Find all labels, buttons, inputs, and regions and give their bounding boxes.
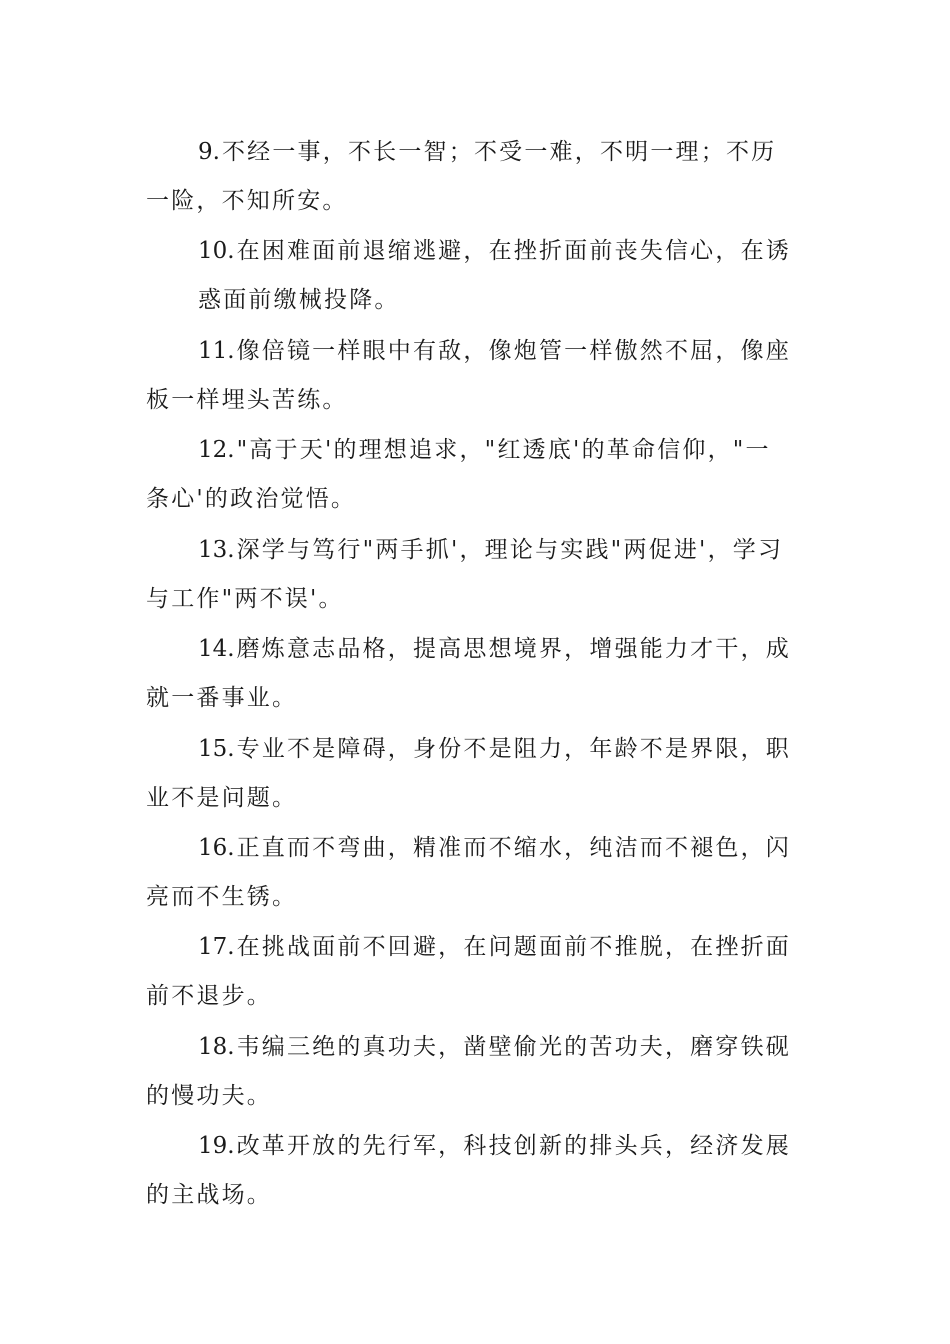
list-item-line — [146, 1023, 808, 1072]
list-item-line — [146, 824, 808, 873]
list-item-line: 的主战场。 — [146, 1182, 272, 1208]
list-item-line: 一险，不知所安。 — [146, 188, 348, 214]
item-text: 不经一事，不长一智；不受一难，不明一理；不历 — [221, 139, 777, 165]
list-item-line: 业不是问题。 — [146, 785, 298, 811]
item-text: 深学与笃行"两手抓'，理论与实践"两促进'，学习 — [236, 537, 784, 563]
list-item-line — [146, 128, 808, 177]
item-text: 在困难面前退缩逃避，在挫折面前丧失信心，在诱 — [236, 238, 791, 264]
item-number: 14. — [198, 636, 235, 662]
item-text: 正直而不弯曲，精准而不缩水，纯洁而不褪色，闪 — [236, 835, 791, 861]
list-item-line — [146, 526, 808, 575]
item-number: 15. — [198, 736, 235, 762]
list-item-9 — [146, 128, 808, 226]
item-number: 10. — [198, 238, 235, 264]
list-item-line: 就一番事业。 — [146, 685, 298, 711]
item-text: 改革开放的先行军，科技创新的排头兵，经济发展 — [236, 1133, 791, 1159]
list-item-line — [146, 227, 808, 276]
list-item-14 — [146, 625, 808, 723]
item-text: "高于天'的理想追求，"红透底'的革命信仰，"一 — [236, 437, 771, 463]
item-text: 磨炼意志品格，提高思想境界，增强能力才干，成 — [236, 636, 791, 662]
list-item-line: 惑面前缴械投降。 — [198, 287, 400, 313]
item-text: 专业不是障碍，身份不是阻力，年龄不是界限，职 — [236, 736, 791, 762]
item-number: 19. — [198, 1133, 235, 1159]
item-text: 韦编三绝的真功夫，凿壁偷光的苦功夫，磨穿铁砚 — [236, 1034, 791, 1060]
list-item-11 — [146, 327, 808, 425]
list-item-line: 与工作"两不误'。 — [146, 586, 344, 612]
list-item-line: 的慢功夫。 — [146, 1083, 272, 1109]
item-number: 17. — [198, 934, 235, 960]
list-item-line — [146, 625, 808, 674]
list-item-15 — [146, 725, 808, 823]
list-item-12 — [146, 426, 808, 524]
item-text: 在挑战面前不回避，在问题面前不推脱，在挫折面 — [236, 934, 791, 960]
item-number: 16. — [198, 835, 235, 861]
list-item-13 — [146, 526, 808, 624]
list-item-line — [146, 1122, 808, 1171]
list-item-10 — [146, 227, 808, 325]
list-item-line — [146, 327, 808, 376]
list-item-line — [146, 923, 808, 972]
item-number: 12. — [198, 437, 235, 463]
list-item-line: 条心'的政治觉悟。 — [146, 486, 357, 512]
item-text: 像倍镜一样眼中有敌，像炮管一样傲然不屈，像座 — [236, 338, 791, 364]
list-item-line: 板一样埋头苦练。 — [146, 387, 348, 413]
item-number: 9. — [198, 139, 220, 165]
item-number: 18. — [198, 1034, 235, 1060]
list-item-line — [146, 725, 808, 774]
list-item-line: 前不退步。 — [146, 983, 272, 1009]
list-item-19 — [146, 1122, 808, 1220]
list-item-18 — [146, 1023, 808, 1121]
item-number: 13. — [198, 537, 235, 563]
list-item-line: 亮而不生锈。 — [146, 884, 298, 910]
item-number: 11. — [198, 338, 235, 364]
list-item-17 — [146, 923, 808, 1021]
list-item-line — [146, 426, 808, 475]
list-item-16 — [146, 824, 808, 922]
